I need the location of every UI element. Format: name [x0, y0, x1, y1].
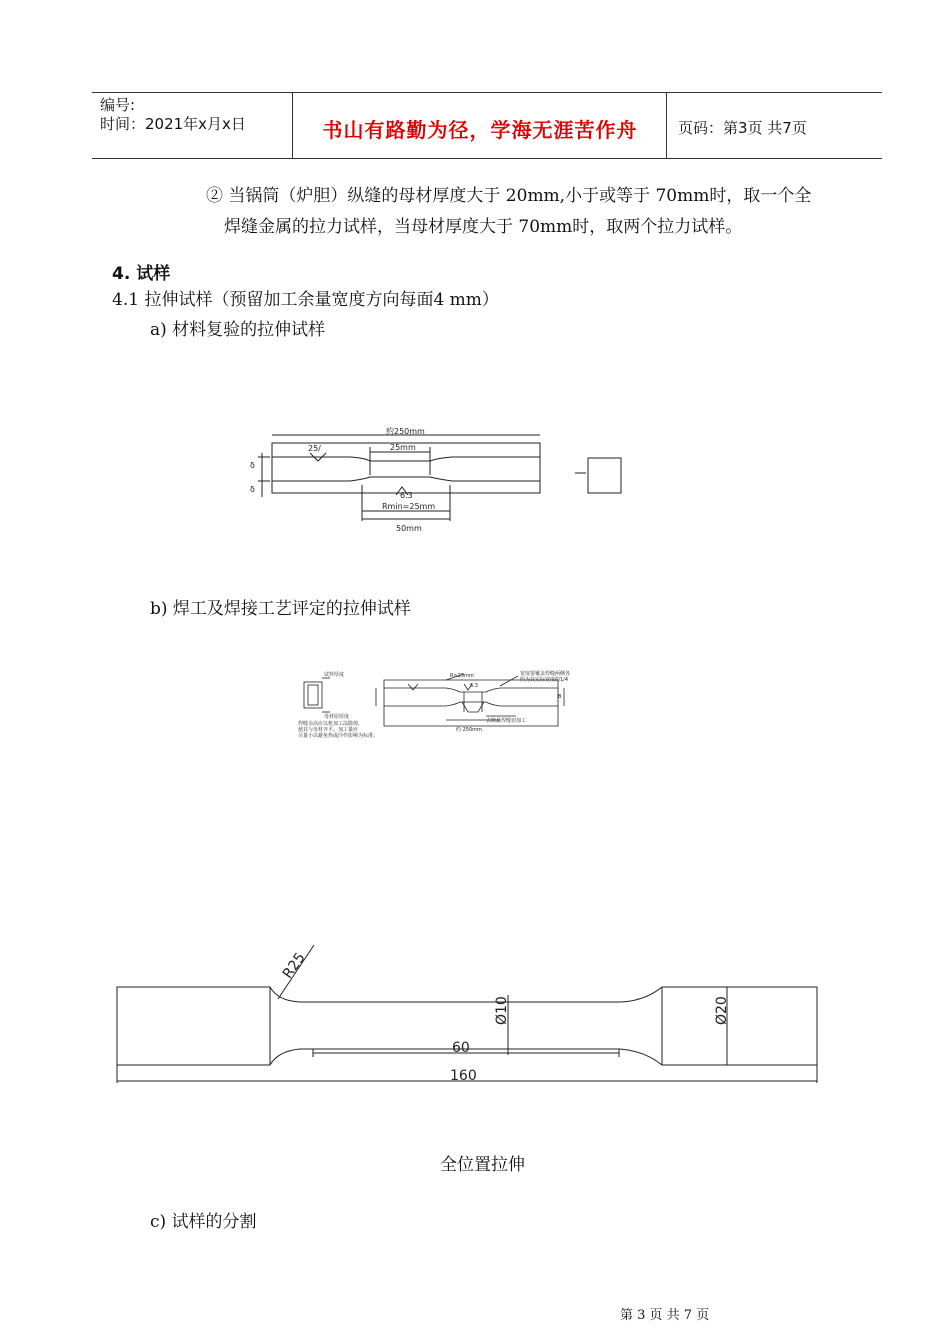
thickness-label-1: δ [250, 461, 255, 470]
note-base: 母材原厚度 [324, 714, 350, 720]
c-d-small: Ø10 [494, 996, 510, 1025]
note-line-2: 使其与母材齐平。加工量应 [298, 727, 359, 733]
c-radius-label: R25 [279, 949, 309, 982]
weld-note: 去除最焊缝切加工 [486, 718, 527, 724]
note-line-3: 尽量小以避免热或冷作影响为标准。 [298, 733, 379, 739]
c-d-large: Ø20 [714, 996, 730, 1025]
radius-note: R≥25mm [450, 673, 474, 679]
right-note-2: 约为其实际宽度的1/4 [520, 677, 569, 683]
length-label: 50mm [396, 524, 422, 533]
item2-line2: 焊缝金属的拉力试样，当母材厚度大于 70mm时，取两个拉力试样。 [224, 217, 743, 237]
c-total-length: 160 [450, 1068, 477, 1084]
header-top-rule [92, 92, 882, 93]
angle-label: 25/ [308, 444, 321, 453]
item-a-label: a) 材料复验的拉伸试样 [150, 320, 326, 340]
time-label: 时间：2021年x月x日 [100, 115, 246, 133]
item-c-label: c) 试样的分割 [150, 1212, 257, 1232]
footer-page: 第 3 页 共 7 页 [620, 1308, 710, 1323]
figure-a-drawing [240, 425, 630, 540]
header-divider-1 [292, 92, 293, 158]
item-b-label: b) 焊工及焊接工艺评定的拉伸试样 [150, 599, 411, 619]
note-thickness: 试样厚度 [324, 672, 345, 678]
header-divider-2 [666, 92, 667, 158]
width-note: B [558, 694, 562, 700]
item2-line1: ② 当锅筒（炉胆）纵缝的母材厚度大于 20mm,小于或等于 70mm时，取一个全 [206, 186, 812, 206]
header-page-label: 页码：第3页 共7页 [678, 119, 807, 137]
gauge-label: 25mm [390, 443, 416, 452]
roughness-note: 6.3 [470, 683, 478, 689]
header-motto: 书山有路勤为径，学海无涯苦作舟 [322, 118, 638, 142]
right-note-1: 宽度要覆盖焊缝两侧各 [520, 671, 571, 677]
c-gauge-length: 60 [452, 1040, 470, 1056]
figure-b-drawing [296, 668, 586, 748]
subsection-4-1: 4.1 拉伸试样（预留加工余量宽度方向每面4 mm） [112, 290, 499, 310]
serial-label: 编号: [100, 96, 136, 114]
radius-label: Rmin=25mm [382, 502, 436, 511]
length-note: 约 250mm [456, 727, 482, 733]
header-bottom-rule [92, 158, 882, 159]
overall-length-label: 約250mm [386, 427, 425, 436]
roughness-label: 6.3 [400, 491, 413, 500]
note-line-1: 焊缝余高应以机加工法除掉， [298, 721, 364, 727]
figure-c-caption: 全位置拉伸 [440, 1155, 525, 1175]
figure-c-drawing [100, 935, 830, 1085]
section4-title: 4. 试样 [112, 264, 171, 284]
thickness-label-2: δ [250, 485, 255, 494]
